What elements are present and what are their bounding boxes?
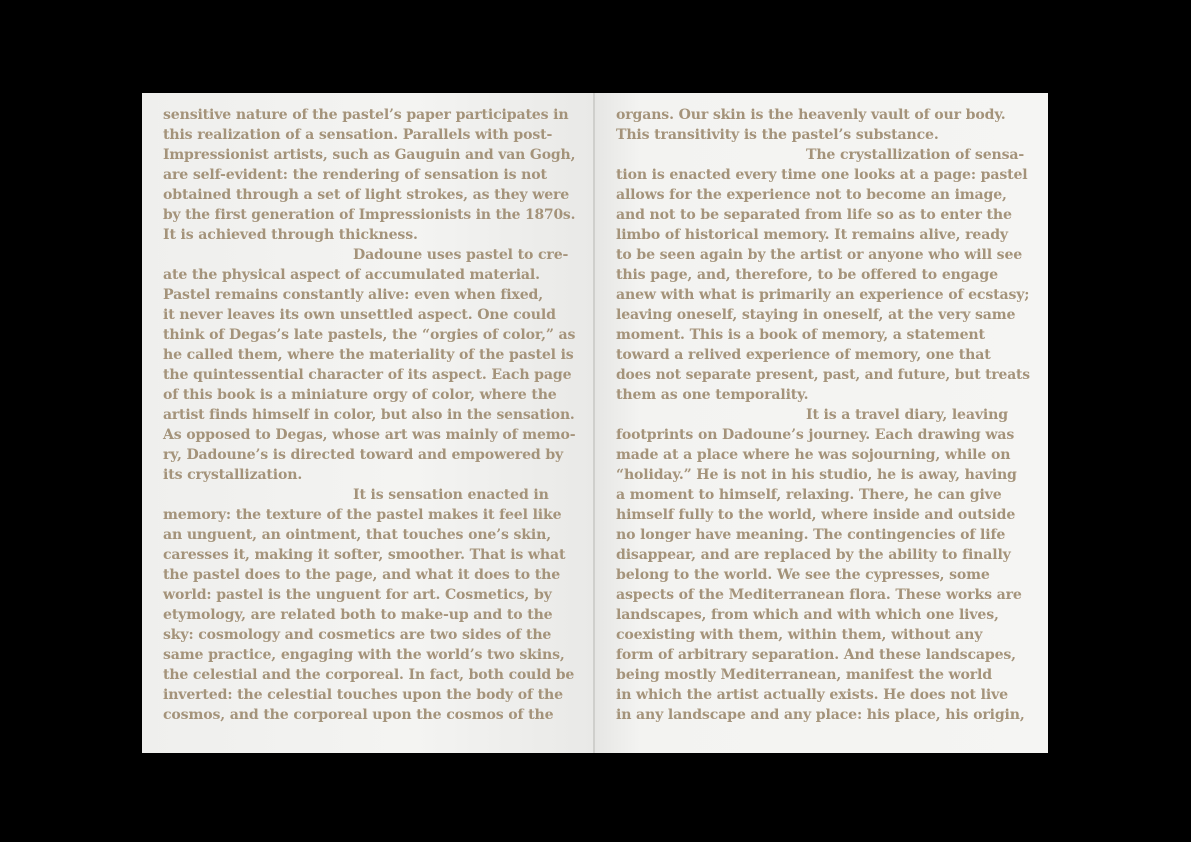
text-line: etymology, are related both to make-up and to the (163, 607, 553, 623)
text-line: belong to the world. We see the cypresses, some (616, 567, 990, 583)
text-line: no longer have meaning. The contingencies of life (616, 527, 1006, 543)
text-line: toward a relived experience of memory, one that (616, 347, 991, 363)
text-line: memory: the texture of the pastel makes it feel like (163, 507, 562, 523)
text-line: think of Degas’s late pastels, the “orgies of color,” as (163, 327, 576, 343)
text-line: limbo of historical memory. It remains alive, ready (616, 227, 1008, 243)
text-line: It is achieved through thickness. (163, 227, 418, 243)
text-line: Impressionist artists, such as Gauguin and van Gogh, (163, 147, 576, 163)
text-line: Pastel remains constantly alive: even when fixed, (163, 287, 543, 303)
text-line: This transitivity is the pastel’s substance. (616, 127, 939, 143)
text-line: artist finds himself in color, but also in the sensation. (163, 407, 575, 423)
text-line: obtained through a set of light strokes, as they were (163, 187, 570, 203)
text-line: and not to be separated from life so as to enter the (616, 207, 1012, 223)
text-line: It is sensation enacted in (353, 487, 549, 503)
text-line: landscapes, from which and with which one lives, (616, 607, 999, 623)
text-line: being mostly Mediterranean, manifest the world (616, 667, 992, 683)
text-line: As opposed to Degas, whose art was mainly of memo- (163, 427, 576, 443)
text-line: sky: cosmology and cosmetics are two sides of the (163, 627, 552, 643)
text-line: are self-evident: the rendering of sensation is not (163, 167, 547, 183)
text-line: organs. Our skin is the heavenly vault of our body. (616, 107, 1006, 123)
text-line: this realization of a sensation. Parallels with post- (163, 127, 553, 143)
left-page-text (163, 105, 575, 725)
text-line: disappear, and are replaced by the ability to finally (616, 547, 1011, 563)
text-line: in which the artist actually exists. He does not live (616, 687, 1008, 703)
text-line: same practice, engaging with the world’s two skins, (163, 647, 565, 663)
text-line: the celestial and the corporeal. In fact, both could be (163, 667, 575, 683)
text-line: cosmos, and the corporeal upon the cosmos of the (163, 707, 554, 723)
text-line: of this book is a miniature orgy of color, where the (163, 387, 557, 403)
text-line: sensitive nature of the pastel’s paper participates in (163, 107, 569, 123)
text-line: does not separate present, past, and future, but treats (616, 367, 1030, 383)
text-line: form of arbitrary separation. And these landscapes, (616, 647, 1016, 663)
text-line: made at a place where he was sojourning, while on (616, 447, 1011, 463)
right-page (595, 93, 1048, 753)
text-line: inverted: the celestial touches upon the body of the (163, 687, 563, 703)
text-line: tion is enacted every time one looks at a page: pastel (616, 167, 1028, 183)
text-line: himself fully to the world, where inside and outside (616, 507, 1016, 523)
text-line: anew with what is primarily an experience of ecstasy; (616, 287, 1030, 303)
book-spread (142, 93, 1048, 753)
text-line: The crystallization of sensa- (806, 147, 1025, 163)
text-line: allows for the experience not to become an image, (616, 187, 1007, 203)
text-line: the pastel does to the page, and what it does to the (163, 567, 561, 583)
text-line: moment. This is a book of memory, a statement (616, 327, 985, 343)
text-line: them as one temporality. (616, 387, 809, 403)
text-line: an unguent, an ointment, that touches one’s skin, (163, 527, 551, 543)
text-line: footprints on Dadoune’s journey. Each drawing was (616, 427, 1015, 443)
text-line: it never leaves its own unsettled aspect. One could (163, 307, 556, 323)
text-line: its crystallization. (163, 467, 303, 483)
right-page-text (616, 105, 1030, 725)
text-line: aspects of the Mediterranean flora. These works are (616, 587, 1022, 603)
text-line: in any landscape and any place: his place, his origin, (616, 707, 1025, 723)
text-line: “holiday.” He is not in his studio, he is away, having (616, 467, 1017, 483)
left-page (142, 93, 593, 753)
text-line: world: pastel is the unguent for art. Cosmetics, by (163, 587, 552, 603)
text-line: a moment to himself, relaxing. There, he can give (616, 487, 1002, 503)
text-line: ry, Dadoune’s is directed toward and empowered by (163, 447, 564, 463)
text-line: this page, and, therefore, to be offered to engage (616, 267, 998, 283)
text-line: It is a travel diary, leaving (806, 407, 1008, 423)
text-line: by the first generation of Impressionists in the 1870s. (163, 207, 576, 223)
text-line: ate the physical aspect of accumulated material. (163, 267, 540, 283)
text-line: to be seen again by the artist or anyone who will see (616, 247, 1023, 263)
text-line: he called them, where the materiality of the pastel is (163, 347, 574, 363)
text-line: Dadoune uses pastel to cre- (353, 247, 569, 263)
text-line: leaving oneself, staying in oneself, at the very same (616, 307, 1016, 323)
text-line: caresses it, making it softer, smoother. That is what (163, 547, 566, 563)
text-line: the quintessential character of its aspect. Each page (163, 367, 572, 383)
text-line: coexisting with them, within them, without any (616, 627, 983, 643)
